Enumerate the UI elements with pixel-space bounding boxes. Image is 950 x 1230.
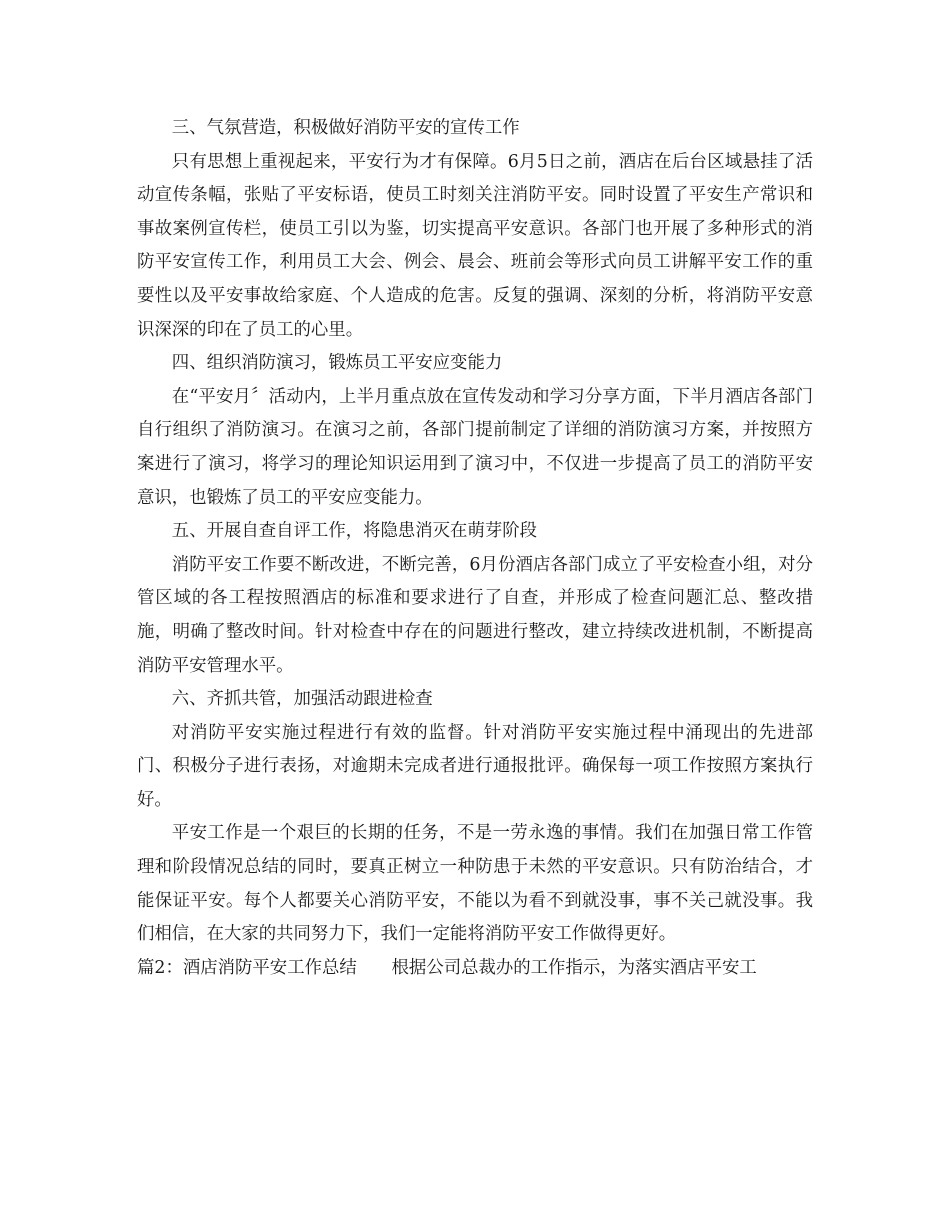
chapter-2-line: 篇2：酒店消防平安工作总结 根据公司总裁办的工作指示，为落实酒店平安工 (137, 957, 757, 978)
section-paragraph-3: 只有思想上重视起来，平安行为才有保障。6月5日之前，酒店在后台区域悬挂了活动宣传条幅，张贴了平安标语，使员工时刻关注消防平安。同时设置了平安生产常识和事故案例宣传栏，使员工引以为鉴，切实提高平安意识。各部门也开展了多种形式的消防平安宣传工作，利用员工大会、例会、晨会、班前会等形式向员工讲解平安工作的重要性以及平安事故给家庭、个人造成的危害。反复的强调、深刻的分析，将消防平安意识深深的印在了员工的心里。 (137, 151, 813, 340)
section-heading-4: 四、组织消防演习，锻炼员工平安应变能力 (171, 353, 503, 374)
section-heading-6: 六、齐抓共管，加强活动跟进检查 (171, 689, 433, 710)
document-body (137, 112, 813, 985)
section-heading-3: 三、气氛营造，积极做好消防平安的宣传工作 (171, 118, 520, 138)
section-paragraph-5: 消防平安工作要不断改进，不断完善，6月份酒店各部门成立了平安检查小组，对分管区域的各工程按照酒店的标准和要求进行了自查，并形成了检查问题汇总、整改措施，明确了整改时间。针对检查中存在的问题进行整改，建立持续改进机制，不断提高消防平安管理水平。 (137, 554, 813, 676)
section-paragraph-6: 对消防平安实施过程进行有效的监督。针对消防平安实施过程中涌现出的先进部门、积极分子进行表扬，对逾期未完成者进行通报批评。确保每一项工作按照方案执行好。 (137, 722, 813, 810)
section-paragraph-4: 在“平安月〞活动内，上半月重点放在宣传发动和学习分享方面，下半月酒店各部门自行组织了消防演习。在演习之前，各部门提前制定了详细的消防演习方案，并按照方案进行了演习，将学习的理论知识运用到了演习中，不仅进一步提高了员工的消防平安意识，也锻炼了员工的平安应变能力。 (137, 386, 813, 508)
closing-paragraph: 平安工作是一个艰巨的长期的任务，不是一劳永逸的事情。我们在加强日常工作管理和阶段情况总结的同时，要真正树立一种防患于未然的平安意识。只有防治结合，才能保证平安。每个人都要关心消防平安，不能以为看不到就没事，事不关己就没事。我们相信，在大家的共同努力下，我们一定能将消防平安工作做得更好。 (137, 823, 813, 945)
section-heading-5: 五、开展自查自评工作，将隐患消灭在萌芽阶段 (171, 521, 538, 542)
